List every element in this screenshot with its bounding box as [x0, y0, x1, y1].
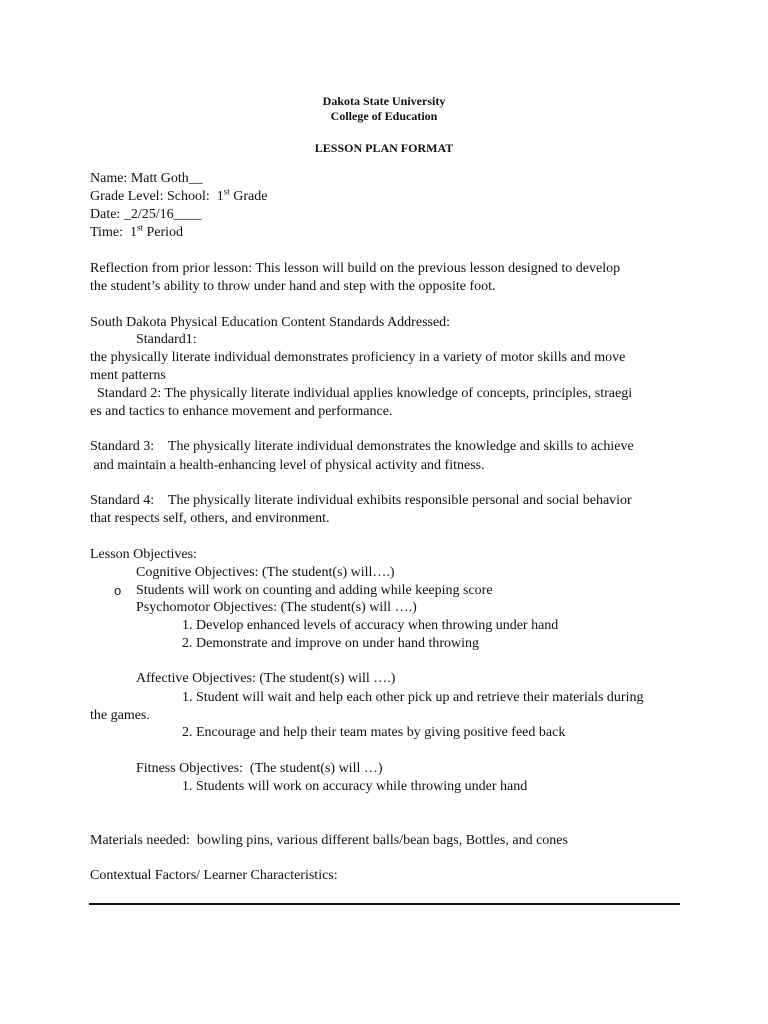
standard-4-line-2: that respects self, others, and environment. [90, 511, 330, 526]
standard-1-label: Standard1: [136, 332, 197, 347]
psychomotor-objective-item: 2. Demonstrate and improve on under hand throwing [182, 636, 480, 651]
affective-objective-2: 2. Encourage and help their team mates by giving positive feed back [182, 725, 566, 740]
standards-heading: South Dakota Physical Education Content Standards Addressed: [90, 315, 451, 330]
psychomotor-objectives-heading: Psychomotor Objectives: (The student(s) will ….) [136, 600, 417, 615]
horizontal-rule [89, 903, 680, 905]
reflection-line-2: the student’s ability to throw under hand and step with the opposite foot. [90, 279, 496, 294]
university-name: Dakota State University [322, 94, 446, 108]
reflection-line-1: Reflection from prior lesson: This lesson will build on the previous lesson designed to develop [90, 261, 621, 276]
materials-needed: Materials needed: bowling pins, various different balls/bean bags, Bottles, and cones [90, 833, 568, 848]
cognitive-objectives-heading: Cognitive Objectives: (The student(s) will….) [136, 565, 395, 580]
college-name: College of Education [330, 109, 438, 123]
affective-objective-1-line-2: the games. [90, 708, 150, 723]
standard-1-line-2: ment patterns [90, 368, 166, 383]
lesson-time: Time: 1st Period [90, 222, 184, 240]
document-title: LESSON PLAN FORMAT [314, 141, 454, 155]
contextual-factors-heading: Contextual Factors/ Learner Characteristics: [90, 868, 338, 883]
fitness-objective-item: 1. Students will work on accuracy while throwing under hand [182, 779, 528, 794]
standard-4-line-1: Standard 4: The physically literate individual exhibits responsible personal and social behavior [90, 493, 632, 508]
standard-2-line-2: es and tactics to enhance movement and performance. [90, 404, 393, 419]
standard-3-line-1: Standard 3: The physically literate individual demonstrates the knowledge and skills to achieve [90, 439, 634, 454]
standard-2-line-1: Standard 2: The physically literate individual applies knowledge of concepts, principles, straegi [90, 386, 633, 401]
cognitive-objective-item: Students will work on counting and adding while keeping score [136, 583, 493, 598]
grade-level: Grade Level: School: 1st Grade [90, 186, 268, 204]
standard-1-line-1: the physically literate individual demonstrates proficiency in a variety of motor skills and move [90, 350, 626, 365]
objectives-heading: Lesson Objectives: [90, 547, 197, 562]
standard-3-line-2: and maintain a health-enhancing level of physical activity and fitness. [90, 458, 485, 473]
bullet-marker: o [114, 583, 122, 598]
lesson-date: Date: _2/25/16____ [90, 207, 202, 222]
psychomotor-objective-item: 1. Develop enhanced levels of accuracy when throwing under hand [182, 618, 559, 633]
teacher-name: Name: Matt Goth__ [90, 171, 203, 186]
affective-objective-1-line-1: 1. Student will wait and help each other pick up and retrieve their materials during [182, 690, 644, 705]
affective-objectives-heading: Affective Objectives: (The student(s) will ….) [136, 671, 396, 686]
fitness-objectives-heading: Fitness Objectives: (The student(s) will …) [136, 761, 383, 776]
